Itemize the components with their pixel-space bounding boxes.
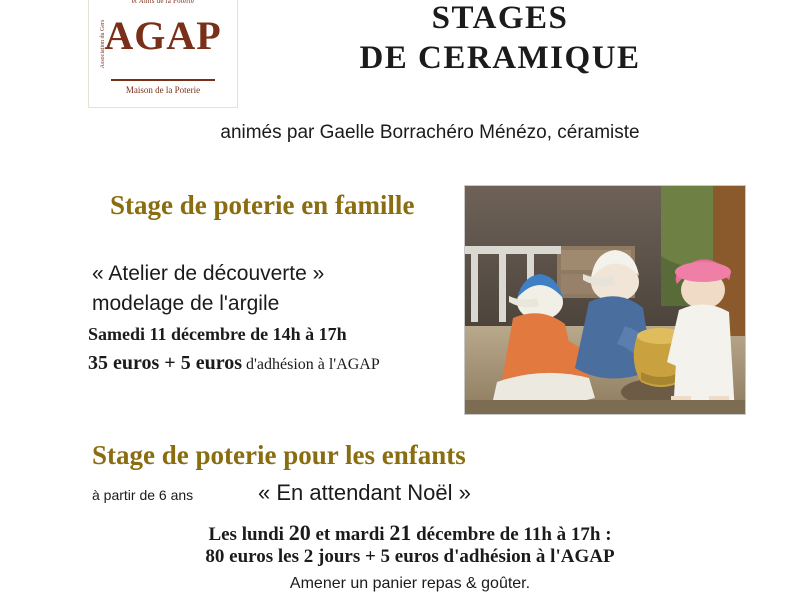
section-children-quote: « En attendant Noël » [258,480,471,505]
logo-wordmark: AGAP [104,13,222,58]
logo-top-text: et Amis de la Poterie [131,0,195,5]
agap-logo [88,0,238,108]
section-children-age: à partir de 6 ans [92,487,194,503]
section-family-price-note: d'adhésion à l'AGAP [242,356,380,373]
section-family-quote: « Atelier de découverte » [92,262,325,285]
logo-bottom-text: Maison de la Poterie [125,85,201,95]
page-title-line1: STAGES [431,0,569,36]
section-children-title: Stage de poterie pour les enfants [92,440,466,470]
page-title-line2: DE CERAMIQUE [359,40,641,76]
section-children-dates [100,520,720,546]
section-family-price-amount: 35 euros + 5 euros [88,352,242,374]
page-title [240,0,760,78]
section-family-description: modelage de l'argile [92,292,280,315]
section-family-title: Stage de poterie en famille [110,190,415,220]
workshop-photo-illustration [465,186,745,414]
section-family-date: Samedi 11 décembre de 14h à 17h [88,324,347,344]
section-children-dates-pre: Les lundi [208,524,289,545]
page-subtitle: animés par Gaelle Borrachéro Ménézo, céramiste [220,122,640,143]
workshop-photo [464,185,746,415]
section-children-note: Amener un panier repas & goûter. [289,575,531,592]
section-children-dates-mid: et mardi [310,524,390,545]
section-children-date-2: 21 [389,520,412,545]
section-children-dates-post: décembre de 11h à 17h : [411,524,612,545]
logo-side-text: Association du Gers [100,19,106,69]
logo-underline-divider [111,79,215,81]
agap-logo-inner [93,0,233,103]
section-children-price: 80 euros les 2 jours + 5 euros d'adhésion à l'AGAP [205,546,615,567]
section-family-price [88,352,380,375]
section-children-date-1: 20 [288,520,311,545]
